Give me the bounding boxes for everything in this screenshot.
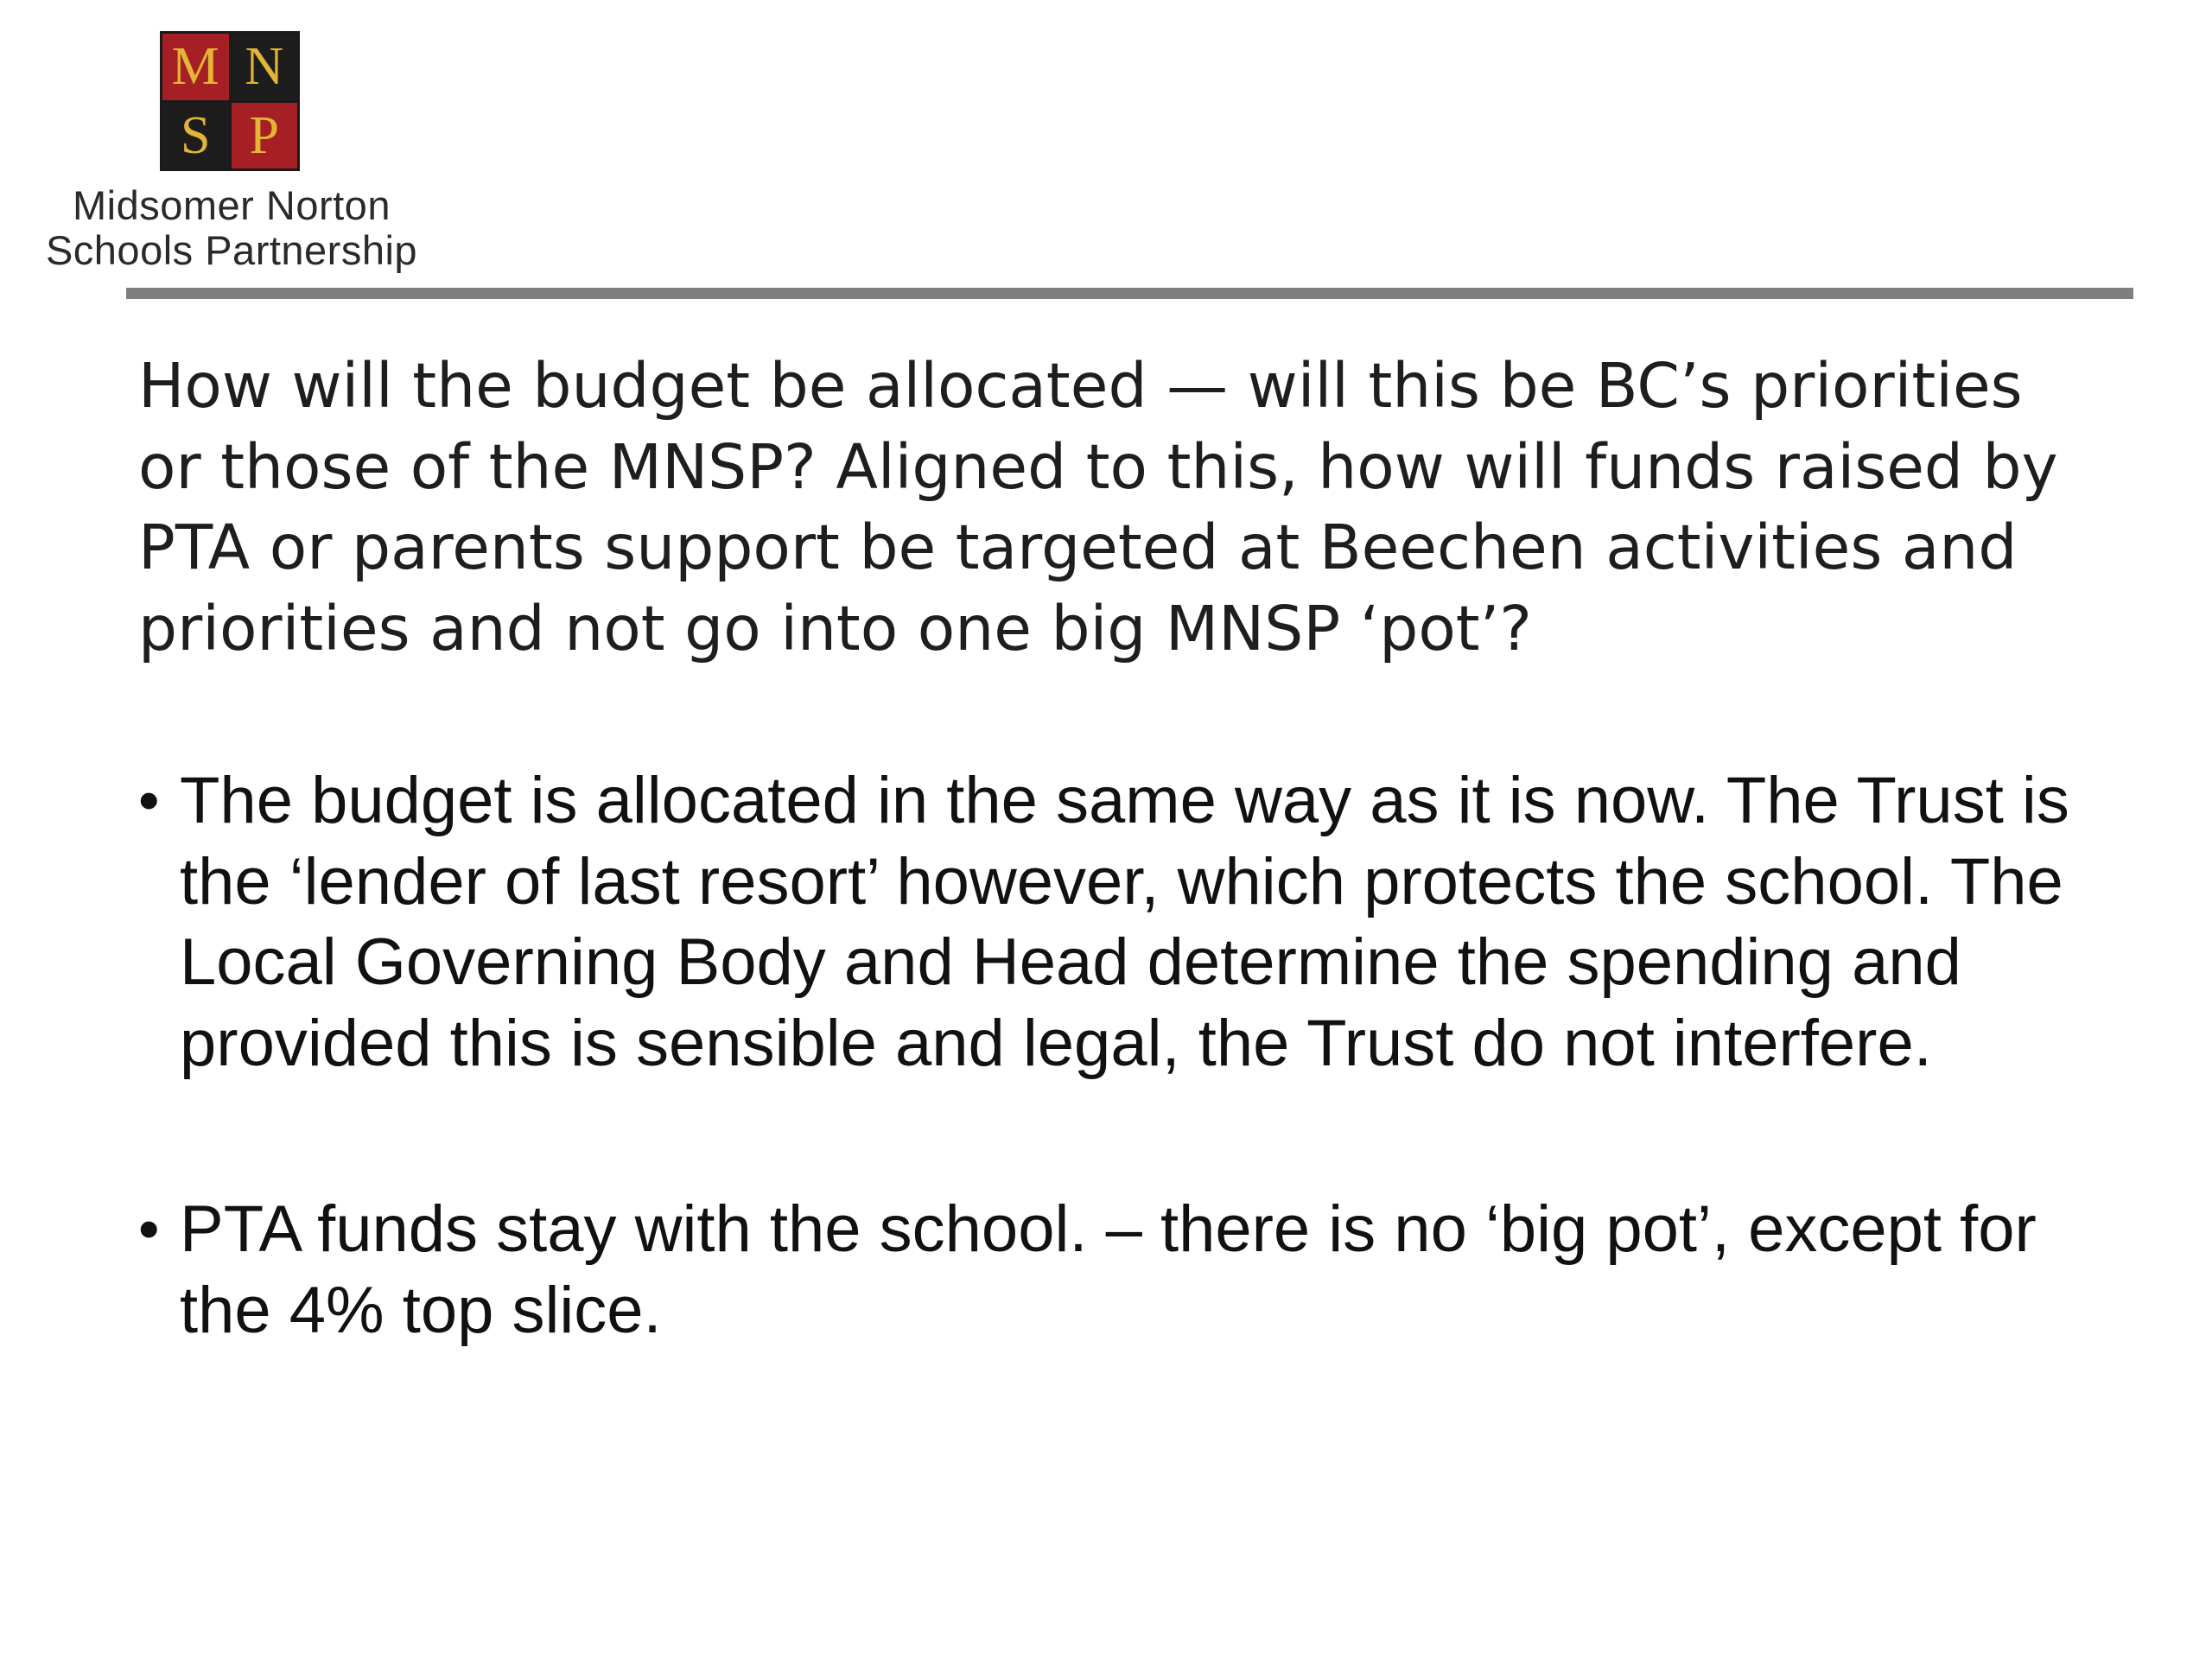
answer-text: The budget is allocated in the same way as it is now. The Trust is the ‘lender of last resort’ however, which protects the school. The Local Governing Body and Head determine the spending and provided this is sensible and legal, the Trust do not interfere. [180,764,2069,1080]
answer-list [138,760,2126,1456]
bullet-icon: • [138,766,160,834]
answer-item-pta [138,1189,2126,1351]
logo-letter-m: M [162,34,229,100]
question-text: How will the budget be allocated — will this be BC’s priorities or those of the MNSP? Aligned to this, how will funds raised by PTA or parents support be targeted at Beechen activities and priorities and not go into one big MNSP ‘pot’? [138,350,2058,664]
logo-letter-p: P [232,103,298,169]
header-divider [126,288,2133,299]
bullet-icon: • [138,1195,160,1262]
logo-name-line2: Schools Partnership [45,227,418,273]
logo-letter-s: S [162,103,229,169]
logo-name-line1: Midsomer Norton [73,182,391,228]
logo-letter-n: N [232,34,298,100]
mnsp-logo [160,31,300,171]
logo-organisation-name [41,183,422,273]
answer-text: PTA funds stay with the school. – there is no ‘big pot’, except for the 4% top slice. [180,1192,2037,1347]
answer-item-budget [138,760,2126,1084]
